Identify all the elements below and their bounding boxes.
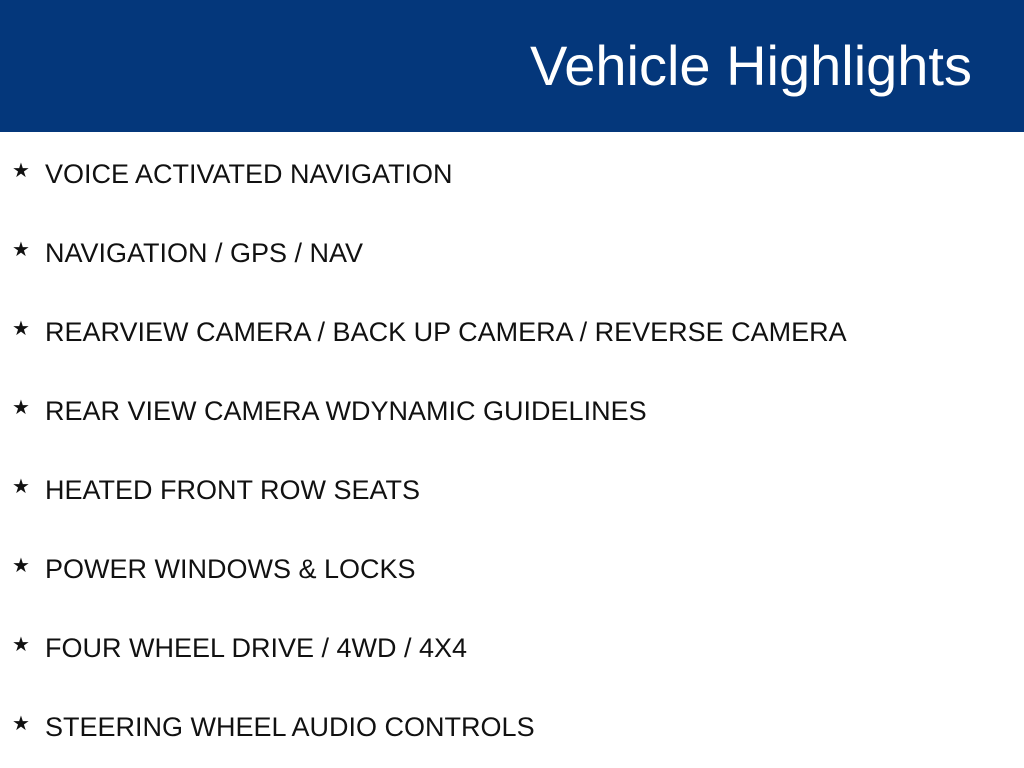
- star-icon: ★: [12, 711, 30, 735]
- list-item-label: NAVIGATION / GPS / NAV: [45, 238, 364, 268]
- star-icon: ★: [12, 474, 30, 498]
- list-item-label: REARVIEW CAMERA / BACK UP CAMERA / REVERSE CAMERA: [45, 317, 847, 347]
- list-item: [0, 707, 1024, 747]
- star-icon: ★: [12, 553, 30, 577]
- list-item-label: VOICE ACTIVATED NAVIGATION: [45, 159, 453, 189]
- list-item: [0, 470, 1024, 510]
- star-icon: ★: [12, 316, 30, 340]
- list-item-label: FOUR WHEEL DRIVE / 4WD / 4X4: [45, 633, 468, 663]
- star-icon: ★: [12, 632, 30, 656]
- list-item: [0, 549, 1024, 589]
- list-item-label: POWER WINDOWS & LOCKS: [45, 554, 416, 584]
- list-item: [0, 628, 1024, 668]
- star-icon: ★: [12, 158, 30, 182]
- list-item-label: HEATED FRONT ROW SEATS: [45, 475, 421, 505]
- star-icon: ★: [12, 395, 30, 419]
- list-item: [0, 154, 1024, 194]
- list-item: [0, 312, 1024, 352]
- header-banner: [0, 0, 1024, 132]
- list-item-label: STEERING WHEEL AUDIO CONTROLS: [45, 712, 535, 742]
- list-item: [0, 233, 1024, 273]
- list-item-label: REAR VIEW CAMERA WDYNAMIC GUIDELINES: [45, 396, 647, 426]
- list-item: [0, 391, 1024, 431]
- star-icon: ★: [12, 237, 30, 261]
- page-title: Vehicle Highlights: [529, 34, 972, 97]
